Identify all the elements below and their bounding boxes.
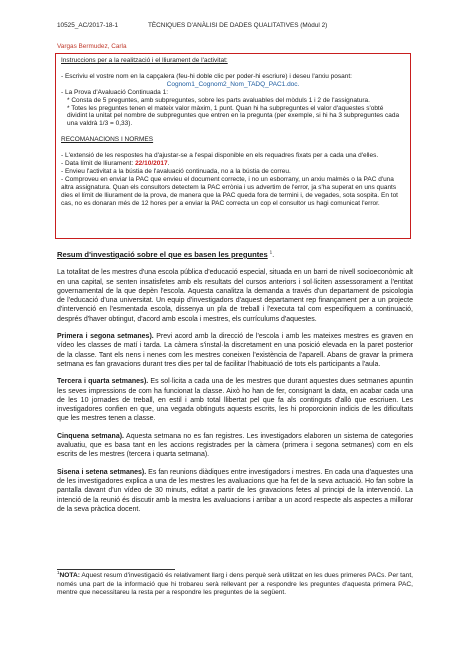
- section-heading: Resum d'investigació sobre el que es basen les preguntes $^1$.: [57, 249, 275, 259]
- recommendation-item: - Envieu l'activitat a la bústia de l'avaluació continuada, no a la bústia de correu.: [61, 167, 291, 175]
- footnote-divider: [57, 569, 175, 570]
- course-title: TÈCNIQUES D'ANÀLISI DE DADES QUALITATIVES (Mòdul 2): [148, 22, 328, 29]
- course-code: 10525_AC/2017-18-1: [57, 22, 119, 29]
- week-paragraph: Cinquena setmana). Aquesta setmana no es fan registres. Les investigadors elaboren un sistema de categories avaluatiu, que es basa tant en les accions registrades per la càmera (primera i segona setmanes) com en els escrits de les mestres (tercera i quarta setmana).: [57, 432, 414, 459]
- filename-format: Cognom1_Cognom2_Nom_TADQ_PAC1.doc.: [166, 80, 300, 88]
- author-name: Vargas Bermudez, Carla: [57, 43, 127, 50]
- instruction-item: - Escriviu el vostre nom en la capçalera (feu-hi doble clic per poder-hi escriure) i deseu l'arxiu posant:: [61, 72, 352, 80]
- footnote: [57, 569, 413, 598]
- footnote-number: 1: [57, 569, 60, 575]
- instructions-heading: Instruccions per a la realització i el lliurament de l'activitat:: [61, 57, 228, 64]
- deadline-line: - Data límit de lliurament: 22/10/2017.: [61, 160, 170, 168]
- recommendations-heading: RECOMANACIONS I NORMES: [61, 136, 154, 144]
- footnote-label: NOTA:: [59, 572, 80, 579]
- footnote-reference: 1: [269, 249, 273, 255]
- instruction-subitem: * Totes les preguntes tenen el mateix valor màxim, 1 punt. Quan hi ha subpreguntes el valor d'aquestes s'obté dividint la unitat pel nombre de subpreguntes que entren en la pregunta (per exemple, si hi ha 3 subpreguntes cada una valdrà 1/3 = 0,33).: [67, 104, 400, 128]
- instructions-box: [55, 53, 411, 239]
- deadline-date: 22/10/2017: [135, 160, 168, 168]
- week-paragraph: Tercera i quarta setmanes). Es sol·licita a cada una de les mestres que durant aquestes dues setmanes apuntin les seves impressions de com ha funcionat la classe. Això ho han de fer, consignant la data, en acabar cada una de les 10 jornades de treball, en estil i amb total llibertat pel que fa als continguts d'allò que escriuen. Les investigadores confien en que, una vegada obtinguts aquests escrits, les hi proporcionin indicis de les dificultats que les mestres tenen a classe.: [57, 378, 413, 423]
- instruction-item: - La Prova d'Avaluació Continuada 1:: [61, 88, 168, 96]
- intro-paragraph: La totalitat de les mestres d'una escola pública d'educació especial, situada en un barri de nivell socioeconòmic alt en una capital, se senten insatisfetes amb els resultats del cursos anteriors i sol·liciten assessorament a l'entitat governamental de la que depèn l'escola. Aquesta canalitza la demanda a través d'un departament de psicologia de l'educació d'una universitat. Un equip d'investigadors d'aquest departament rep finançament per a un projecte d'intervenció en l'esmentada escola, dissenya un pla de treball i l'executa tal com especifiquem a continuació, després d'haver obtingut, d'acord amb escola i mestres, els currículums d'aquestes.: [57, 269, 413, 323]
- recommendation-item: - L'extensió de les respostes ha d'ajustar-se a l'espai disponible en els requadres fixats per a cada una d'elles.: [61, 152, 379, 160]
- research-summary: [57, 250, 413, 522]
- week-paragraph: Sisena i setena setmanes). Es fan reunions diàdiques entre investigadors i mestres. En cada una d'aquestes una de les investigadores explica a una de les mestres les avaluacions que ha fet de la seva actuació. Ho fan sobre la pantalla davant d'un vídeo de 30 minuts, editat a partir de les gravacions fetes al principi de la intervenció. La intenció de la reunió és discutir amb la mestra les avaluacions i arribar a un acord respecte als aspectes a millorar de la seva pràctica docent.: [57, 468, 413, 513]
- section-title: Resum d'investigació sobre el que es basen les preguntes: [57, 250, 268, 259]
- footnote-text: Aquest resum d'investigació és relativament llarg i dens perquè serà utilitzat en les dues primeres PACs. Per tant, només una part de la informació que hi trobareu serà rellevant per a respondre les preguntes d'aquesta primera PAC, mentre que necessitareu la resta per a respondre les preguntes de la següent.: [57, 572, 413, 597]
- recommendation-item: - Comproveu en enviar la PAC que envieu el document correcte, i no un esborrany, un arxiu malmès o la PAC d'una altra assignatura. Quan els consultors detectem la PAC errònia i us advertim de l'error, ja s'ha superat en uns quants dies el límit de lliurament de la prova, de manera que la PAC queda fora de termini i, de vegades, sota sospita. En tot cas, no es donaran més de 12 hores per a enviar la PAC correcta un cop el consultor us hagi comunicat l'error.: [61, 175, 398, 207]
- instruction-subitem: * Consta de 5 preguntes, amb subpreguntes, sobre les parts avaluables del mòduls 1 i 2 de l'assignatura.: [67, 96, 370, 104]
- week-paragraph: Primera i segona setmanes). Previ acord amb la direcció de l'escola i amb les mateixes mestres es graven en vídeo les classes de matí i tarda. La càmera s'instal·la discretament en una posició elevada en la paret posterior de la classe. Tant els nens i nenes com les mestres coneixen l'existència de l'aparell. Abans de gravar la primera setmana es fan gravacions durant tres dies per tal de facilitar l'habituació de tots els participants a l'aula.: [57, 333, 413, 368]
